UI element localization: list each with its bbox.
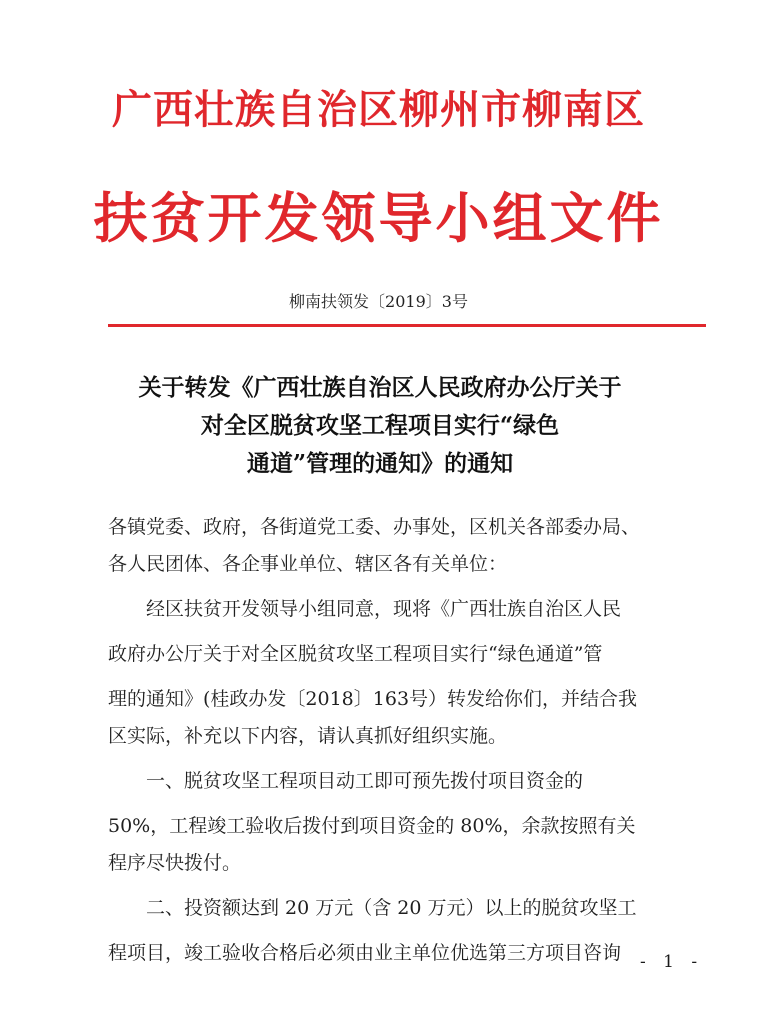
paragraph-3-line-2: 程项目，竣工验收合格后必须由业主单位优选第三方项目咨询 [108,942,622,964]
addressee-line-2: 各人民团体、各企事业单位、辖区各有关单位： [108,553,508,575]
issuing-org-line2: 扶贫开发领导小组文件 [93,186,664,250]
addressee-line-1: 各镇党委、政府，各街道党工委、办事处，区机关各部委办局、 [108,516,641,538]
paragraph-2-line-1: 一、脱贫攻坚工程项目动工即可预先拨付项目资金的 [146,770,584,792]
title-line-1: 关于转发《广西壮族自治区人民政府办公厅关于 [138,374,622,401]
document-body [108,509,708,972]
document-number: 柳南扶领发〔2019〕3号 [289,292,468,311]
paragraph-1-line-4: 区实际，补充以下内容，请认真抓好组织实施。 [108,725,508,747]
paragraph-1-line-3: 理的通知》(桂政办发〔2018〕163号）转发给你们，并结合我 [108,688,638,710]
paragraph-1-line-2: 政府办公厅关于对全区脱贫攻坚工程项目实行“绿色通道”管 [108,643,603,665]
title-line-3: 通道”管理的通知》的通知 [246,450,514,477]
page-number: - 1 - [640,952,704,972]
document-title [60,369,700,483]
paragraph-1-line-1: 经区扶贫开发领导小组同意，现将《广西壮族自治区人民 [146,598,622,620]
red-separator-line [108,324,706,327]
paragraph-2-line-2: 50%，工程竣工验收后拨付到项目资金的 80%，余款按照有关 [108,815,636,837]
paragraph-2-line-3: 程序尽快拨付。 [108,852,242,874]
title-line-2: 对全区脱贫攻坚工程项目实行“绿色 [200,412,560,439]
issuing-org-line1: 广西壮族自治区柳州市柳南区 [112,86,645,133]
paragraph-3-line-1: 二、投资额达到 20 万元（含 20 万元）以上的脱贫攻坚工 [146,897,637,919]
